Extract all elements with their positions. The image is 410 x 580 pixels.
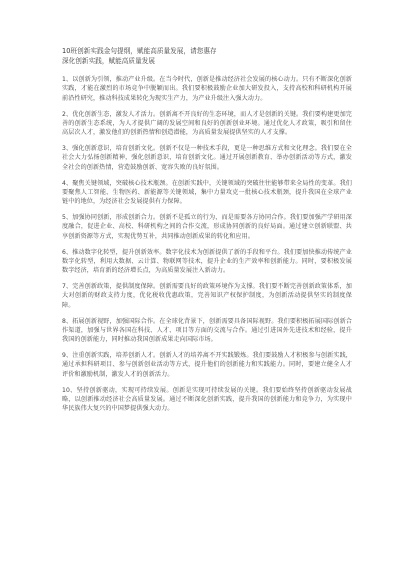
paragraph-1: 1、以创新为引领，推动产业升级。在当今时代，创新是推动经济社会发展的核心动力。只有不断深化创新实践，才能在激烈的市场竞争中脱颖而出。我们要积极鼓励企业加大研发投入，支持高校和科研机构开展前沿性研究，推动科技成果转化为现实生产力，为产业升级注入强大动力。 <box>62 76 352 102</box>
paragraph-6: 6、推动数字化转型，提升创新效率。数字化技术为创新提供了新的手段和平台。我们要加快推动传统产业数字化转型，利用大数据、云计算、物联网等技术，提升企业的生产效率和创新能力。同时，要积极发展数字经济，培育新的经济增长点，为高质量发展注入新动力。 <box>62 248 352 275</box>
document-title: 10班创新实践金句提纲，赋能高质量发展，请您惠存 <box>62 47 217 55</box>
paragraph-7: 7、完善创新政策，提供制度保障。创新需要良好的政策环境作为支撑。我们要不断完善创新政策体系，加大对创新的财政支持力度，优化税收优惠政策，完善知识产权保护制度，为创新活动提供坚实的制度保障。 <box>62 283 352 309</box>
paragraph-4: 4、聚焦关键领域，突破核心技术瓶颈。在创新实践中，关键领域的突破往往能够带来全局性的变革。我们要聚焦人工智能、生物医药、新能源等关键领域，集中力量攻克一批核心技术瓶颈，提升我国在全球产业链中的地位，为经济社会发展提供有力保障。 <box>62 179 352 206</box>
document-subtitle: 深化创新实践，赋能高质量发展 <box>62 56 156 65</box>
paragraph-9: 9、注重创新实践，培养创新人才。创新人才的培养离不开实践锻炼。我们要鼓励人才积极参与创新实践，通过承担科研项目、参与创新创业活动等方式，提升他们的创新能力和实践能力。同时，要建立健全人才评价和激励机制，激发人才的创新活力。 <box>62 352 352 378</box>
paragraph-2: 2、优化创新生态，激发人才活力。创新离不开良好的生态环境，而人才是创新的关键。我们要构建更加完善的创新生态系统，为人才提供广阔的发展空间和良好的创新创业环境。通过优化人才政策，吸引和留住高层次人才，激发他们的创新热情和创造潜能，为高质量发展提供坚实的人才支撑。 <box>62 110 352 137</box>
document-body <box>62 47 352 420</box>
paragraph-3: 3、强化创新意识，培育创新文化。创新不仅是一种技术手段，更是一种思维方式和文化理念。我们要在全社会大力弘扬创新精神，强化创新意识，培育创新文化。通过开展创新教育、举办创新活动等方式，激发全社会的创新热情，营造鼓励创新、宽容失败的良好氛围。 <box>62 145 352 171</box>
document-header <box>62 47 352 66</box>
paragraph-5: 5、加强协同创新，形成创新合力。创新不是孤立的行为，而是需要各方协同合作。我们要加强产学研用深度融合，促进企业、高校、科研机构之间的合作交流，形成协同创新的良好局面。通过建立创新联盟、共享创新资源等方式，实现优势互补，共同推动创新成果的转化和应用。 <box>62 214 352 240</box>
paragraph-10: 10、坚持创新驱动，实现可持续发展。创新是实现可持续发展的关键。我们要始终坚持创新驱动发展战略，以创新推动经济社会高质量发展。通过不断深化创新实践，提升我国的创新能力和竞争力，为实现中华民族伟大复兴的中国梦提供强大动力。 <box>62 386 352 413</box>
paragraph-8: 8、拓展创新视野，加强国际合作。在全球化背景下，创新需要具备国际视野。我们要积极拓展国际创新合作渠道，加强与世界各国在科技、人才、项目等方面的交流与合作。通过引进国外先进技术和经验，提升我国的创新能力，同时推动我国创新成果走向国际市场。 <box>62 317 352 344</box>
